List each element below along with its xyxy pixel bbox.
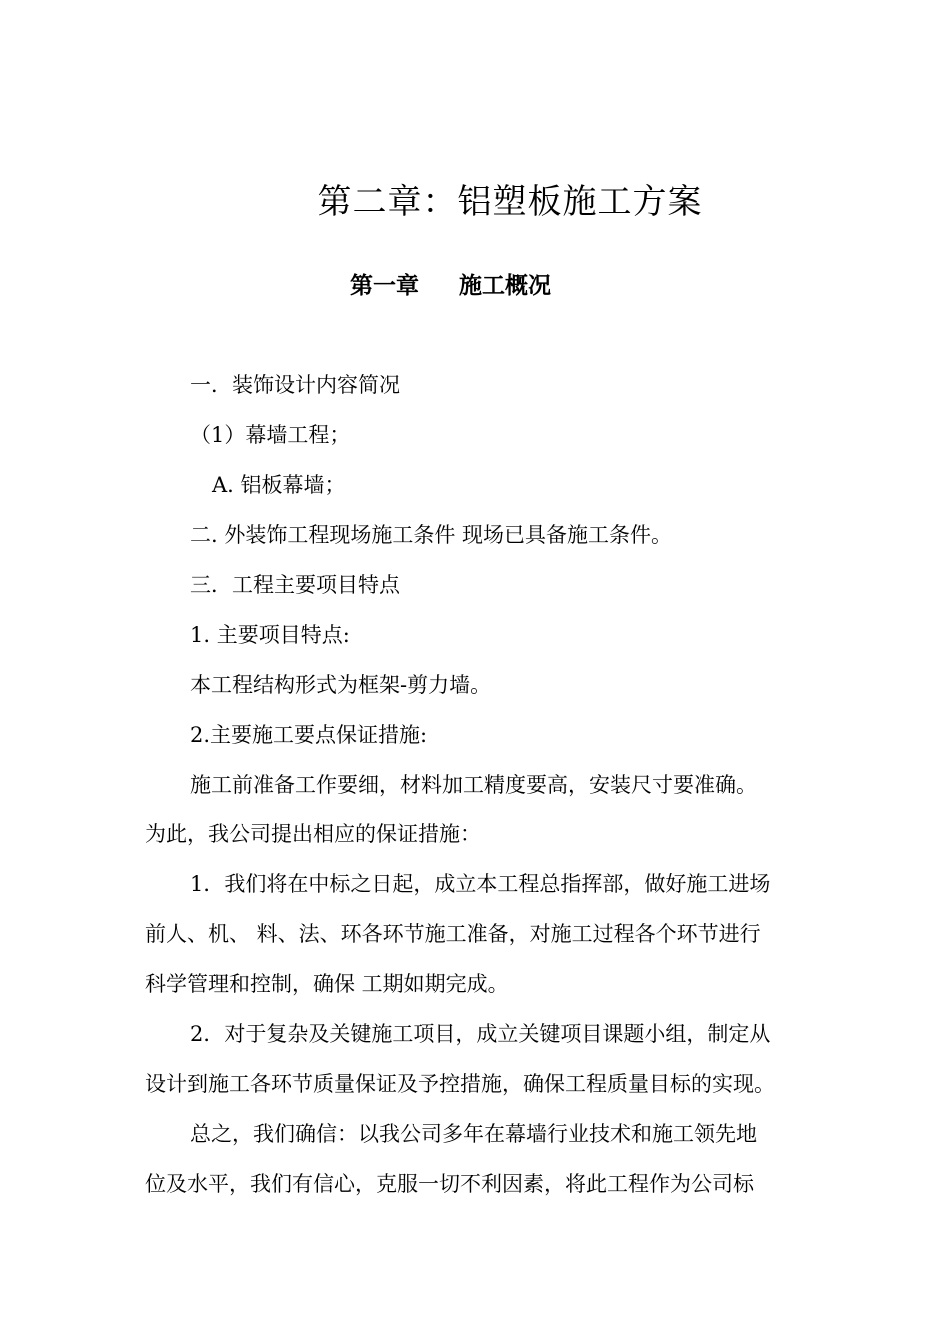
paragraph-line: 1．我们将在中标之日起，成立本工程总指挥部，做好施工进场: [190, 872, 771, 896]
paragraph-line: 前人、机、 料、法、环各环节施工准备，对施工过程各个环节进行: [145, 922, 761, 946]
document-title: 第二章：铝塑板施工方案: [317, 182, 703, 222]
subsection-item: （1）幕墙工程；: [190, 423, 351, 447]
chapter-name: 施工概况: [459, 272, 551, 299]
paragraph-line: 2．对于复杂及关键施工项目，成立关键项目课题小组，制定从: [190, 1022, 771, 1046]
subsection-item: A. 铝板幕墙；: [212, 473, 346, 497]
paragraph-line: 位及水平，我们有信心，克服一切不利因素，将此工程作为公司标: [145, 1172, 754, 1196]
paragraph-line: 设计到施工各环节质量保证及予控措施，确保工程质量目标的实现。: [145, 1072, 775, 1096]
paragraph-line: 为此，我公司提出相应的保证措施：: [145, 822, 481, 846]
chapter-heading: [350, 268, 551, 304]
section-heading-3: 三．工程主要项目特点: [190, 573, 400, 597]
paragraph-line: 1. 主要项目特点:: [190, 623, 350, 647]
paragraph-line: 施工前准备工作要细，材料加工精度要高，安装尺寸要准确。: [190, 773, 757, 797]
paragraph-line: 2.主要施工要点保证措施:: [190, 723, 428, 747]
section-heading-1: 一．装饰设计内容简况: [190, 373, 400, 397]
section-heading-2: 二. 外装饰工程现场施工条件 现场已具备施工条件。: [190, 523, 673, 547]
chapter-number: 第一章: [350, 272, 419, 299]
paragraph-line: 总之，我们确信：以我公司多年在幕墙行业技术和施工领先地: [190, 1122, 757, 1146]
paragraph-line: 科学管理和控制，确保 工期如期完成。: [145, 972, 509, 996]
paragraph-line: 本工程结构形式为框架-剪力墙。: [190, 673, 492, 697]
